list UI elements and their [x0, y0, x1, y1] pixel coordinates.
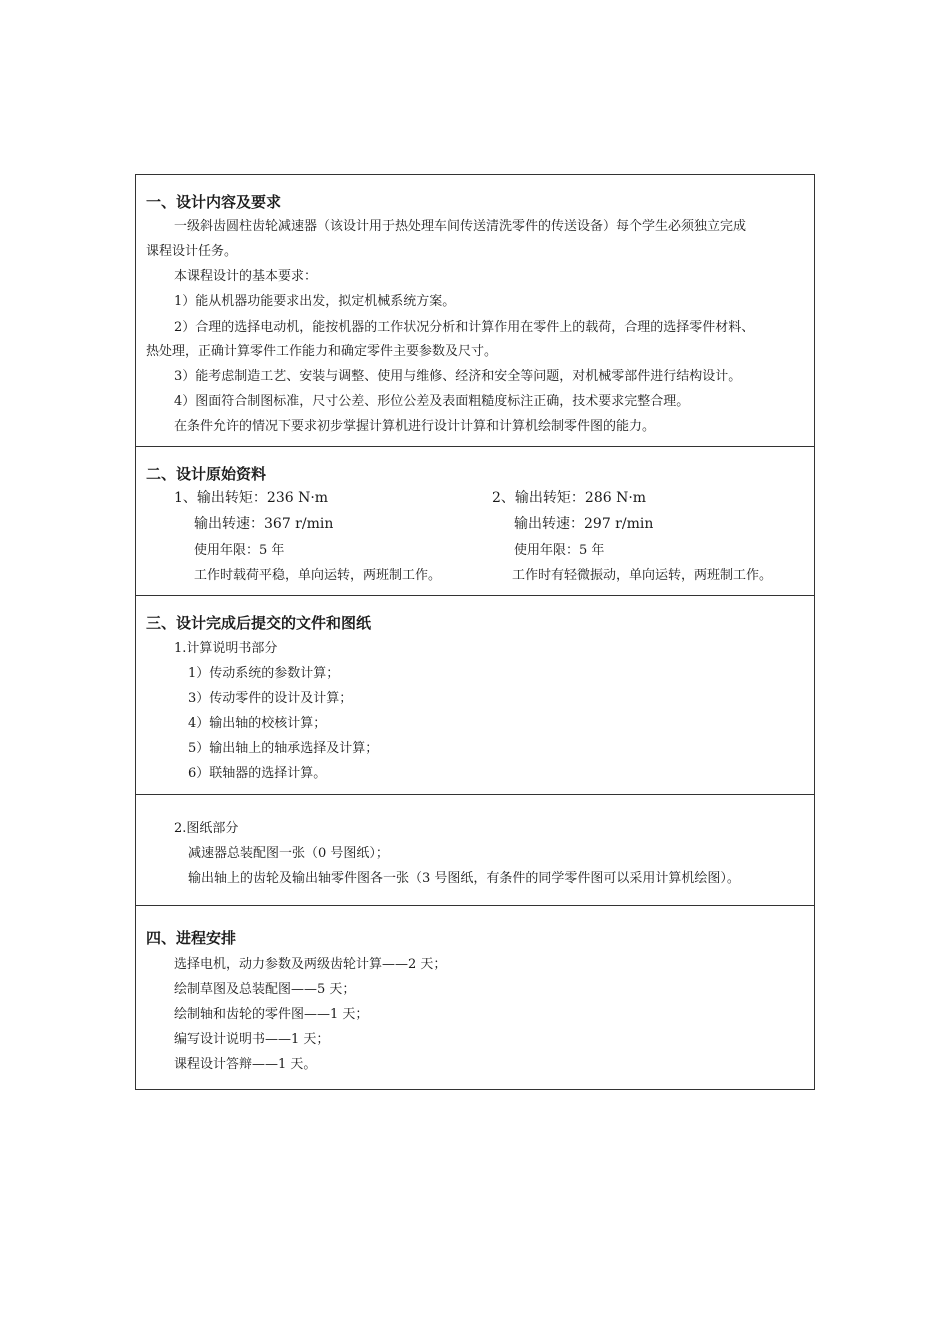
- subheading: 1.计算说明书部分: [174, 641, 278, 656]
- requirement-item: 1）能从机器功能要求出发，拟定机械系统方案。: [174, 294, 456, 309]
- section-heading: 四、进程安排: [146, 929, 237, 947]
- section-heading: 二、设计原始资料: [146, 465, 267, 483]
- torque-1: 1、输出转矩：236 N·m: [174, 490, 329, 506]
- list-item: 5）输出轴上的轴承选择及计算；: [188, 741, 379, 756]
- subheading: 2.图纸部分: [174, 821, 239, 836]
- paragraph: 课程设计任务。: [146, 244, 238, 259]
- life-2: 使用年限：5 年: [514, 543, 605, 558]
- torque-2: 2、输出转矩：286 N·m: [492, 490, 647, 506]
- section-schedule: [136, 906, 814, 1089]
- section-heading: 一、设计内容及要求: [146, 193, 282, 211]
- paragraph: 一级斜齿圆柱齿轮减速器（该设计用于热处理车间传送清洗零件的传送设备）每个学生必须独立完成: [174, 219, 747, 234]
- requirement-item: 热处理，正确计算零件工作能力和确定零件主要参数及尺寸。: [146, 344, 498, 359]
- list-item: 3）传动零件的设计及计算；: [188, 691, 353, 706]
- list-item: 输出轴上的齿轮及输出轴零件图各一张（3 号图纸，有条件的同学零件图可以采用计算机绘图）。: [188, 871, 740, 886]
- schedule-item: 编写设计说明书——1 天；: [174, 1032, 330, 1047]
- life-1: 使用年限：5 年: [194, 543, 285, 558]
- list-item: 4）输出轴的校核计算；: [188, 716, 327, 731]
- speed-1: 输出转速：367 r/min: [194, 516, 334, 532]
- list-item: 6）联轴器的选择计算。: [188, 766, 327, 781]
- requirement-item: 3）能考虑制造工艺、安装与调整、使用与维修、经济和安全等问题，对机械零部件进行结构设计。: [174, 369, 742, 384]
- paragraph: 在条件允许的情况下要求初步掌握计算机进行设计计算和计算机绘制零件图的能力。: [174, 419, 656, 434]
- schedule-item: 绘制草图及总装配图——5 天；: [174, 982, 356, 997]
- paragraph: 本课程设计的基本要求：: [174, 269, 318, 284]
- list-item: 1）传动系统的参数计算；: [188, 666, 340, 681]
- section-deliverables: [136, 596, 814, 795]
- condition-1: 工作时载荷平稳，单向运转，两班制工作。: [194, 568, 442, 583]
- section-drawings: [136, 795, 814, 906]
- requirement-item: 4）图面符合制图标准，尺寸公差、形位公差及表面粗糙度标注正确，技术要求完整合理。: [174, 394, 690, 409]
- task-table: [135, 174, 815, 1090]
- schedule-item: 绘制轴和齿轮的零件图——1 天；: [174, 1007, 369, 1022]
- speed-2: 输出转速：297 r/min: [514, 516, 654, 532]
- section-original-data: [136, 447, 814, 596]
- schedule-item: 课程设计答辩——1 天。: [174, 1057, 317, 1072]
- requirement-item: 2）合理的选择电动机，能按机器的工作状况分析和计算作用在零件上的载荷，合理的选择零件材料、: [174, 320, 755, 335]
- schedule-item: 选择电机，动力参数及两级齿轮计算——2 天；: [174, 957, 447, 972]
- list-item: 减速器总装配图一张（0 号图纸）；: [188, 846, 389, 861]
- section-heading: 三、设计完成后提交的文件和图纸: [146, 614, 372, 632]
- condition-2: 工作时有轻微振动，单向运转，两班制工作。: [512, 568, 773, 583]
- section-design-content: [136, 175, 814, 447]
